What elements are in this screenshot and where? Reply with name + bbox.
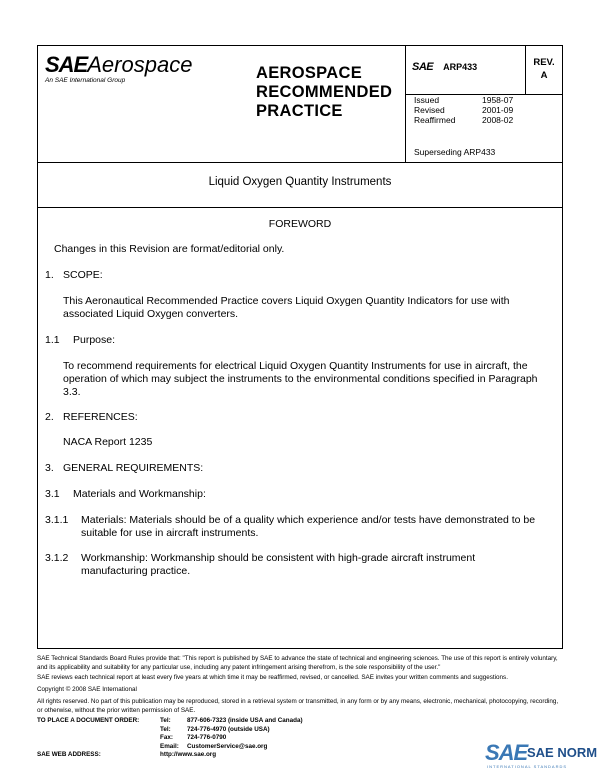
document-type-title: [256, 64, 392, 121]
section-number: 3.: [45, 462, 54, 474]
date-label: Revised: [414, 105, 445, 115]
section-paragraph: Workmanship: Workmanship should be consistent with high-grade aircraft instrument manufacturing practice.: [81, 552, 476, 577]
date-value: 2008-02: [482, 115, 514, 125]
contact-value[interactable]: CustomerService@sae.org: [187, 742, 268, 750]
section-heading: Materials and Workmanship:: [73, 488, 206, 500]
rev-label: REV.: [533, 57, 555, 68]
divider: [525, 46, 526, 94]
section-number: 3.1.2: [45, 552, 69, 564]
rules-notice: SAE Technical Standards Board Rules provide that: "This report is published by SAE to advance the state of technical and engineering sciences. The use of this report is entirely voluntary, and its applicability and suitability for any particular use, including any patent infringement arising therefrom, is the sole responsibility of the user.": [37, 655, 558, 671]
divider: [405, 46, 406, 162]
title-line: PRACTICE: [256, 102, 343, 120]
section-paragraph: To recommend requirements for electrical Liquid Oxygen Quantity Instruments for use in aircraft, the operation of which may subject the instruments to the environmental conditions specified in Paragraph 3.3.: [63, 360, 538, 398]
foreword-text: Changes in this Revision are format/editorial only.: [54, 243, 285, 255]
doc-number: ARP433: [443, 62, 478, 72]
web-label: SAE WEB ADDRESS:: [37, 751, 101, 759]
title-line: RECOMMENDED: [256, 83, 393, 101]
contact-value[interactable]: 877-606-7323 (inside USA and Canada): [187, 717, 303, 724]
sae-aerospace-logo: [45, 54, 192, 84]
section-heading: SCOPE:: [63, 269, 103, 281]
badge-word: SAE NORM: [527, 745, 598, 760]
logo-subtitle: An SAE International Group: [45, 77, 126, 84]
contact-value[interactable]: 724-776-0790: [187, 734, 227, 742]
foreword-heading: FOREWORD: [268, 218, 332, 230]
logo-word: Aerospace: [87, 52, 193, 77]
document-number: [412, 61, 477, 73]
section-number: 2.: [45, 411, 54, 423]
date-value: 2001-09: [482, 105, 514, 115]
section-paragraph: NACA Report 1235: [63, 436, 153, 448]
section-paragraph: Materials: Materials should be of a quality which experience and/or tests have demonstrated to be suitable for use in aircraft instruments.: [81, 514, 536, 539]
revision-box: [528, 56, 560, 82]
contact-key: Tel:: [160, 725, 171, 733]
sae-norm-badge: [485, 740, 598, 772]
rights-notice: All rights reserved. No part of this publication may be reproduced, stored in a retrieval system or transmitted, in any form or by any means, electronic, mechanical, photocopying, recording, or otherwise, without the prior written permission of SAE.: [37, 698, 559, 714]
section-paragraph: This Aeronautical Recommended Practice covers Liquid Oxygen Quantity Indicators for use with associated Liquid Oxygen converters.: [63, 295, 510, 320]
section-number: 3.1: [45, 488, 60, 500]
superseding-note: Superseding ARP433: [414, 147, 496, 157]
sae-mark: SAE: [412, 61, 434, 73]
date-value: 1958-07: [482, 95, 514, 105]
date-label: Reaffirmed: [414, 115, 456, 125]
date-history: [414, 95, 513, 125]
section-number: 1.1: [45, 334, 60, 346]
section-heading: Purpose:: [73, 334, 116, 346]
order-label: TO PLACE A DOCUMENT ORDER:: [37, 717, 140, 724]
contact-value[interactable]: 724-776-4970 (outside USA): [187, 725, 270, 733]
section-number: 1.: [45, 269, 54, 281]
contact-key: Email:: [160, 742, 179, 750]
document-frame: [37, 45, 563, 649]
copyright: Copyright © 2008 SAE International: [37, 686, 137, 693]
contact-key: Fax:: [160, 734, 173, 742]
section-number: 3.1.1: [45, 514, 69, 526]
rev-value: A: [540, 70, 548, 81]
badge-subtitle: INTERNATIONAL STANDARDS: [487, 764, 568, 769]
document-title: Liquid Oxygen Quantity Instruments: [208, 176, 392, 188]
header-block: [38, 46, 562, 163]
title-line: AEROSPACE: [256, 64, 362, 82]
badge-mark: SAE: [485, 740, 528, 765]
section-heading: GENERAL REQUIREMENTS:: [63, 462, 204, 474]
date-label: Issued: [414, 95, 440, 105]
review-notice: SAE reviews each technical report at least every five years at which time it may be reaffirmed, revised, or cancelled. SAE invites your written comments and suggestions.: [37, 674, 508, 681]
contact-key: Tel:: [160, 717, 171, 724]
web-address-link[interactable]: http://www.sae.org: [160, 751, 217, 759]
logo-brand: SAE: [45, 52, 88, 77]
section-heading: REFERENCES:: [63, 411, 138, 423]
